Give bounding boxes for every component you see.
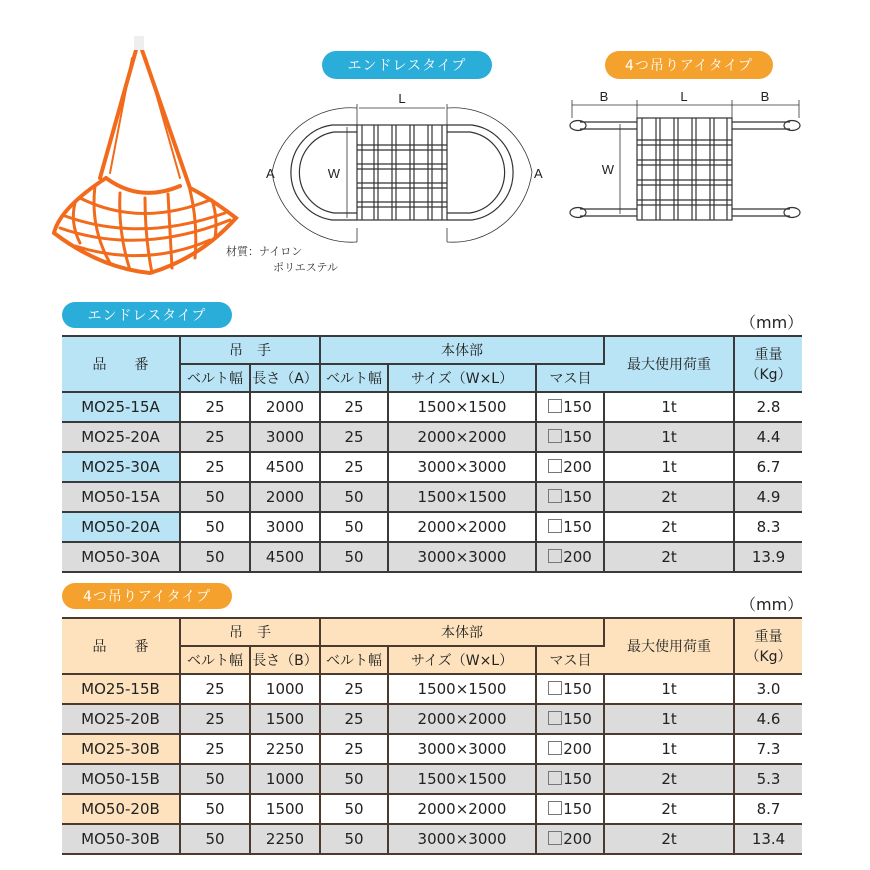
header-belt-width: ベルト幅 [180, 646, 250, 674]
header-size: サイズ（W×L） [388, 364, 536, 392]
four-eye-type-diagram [562, 88, 812, 238]
sling-length: 2250 [250, 824, 320, 854]
body-size: 3000×3000 [388, 824, 536, 854]
header-max-load: 最大使用荷重 [604, 336, 734, 392]
weight: 3.0 [734, 674, 802, 704]
model-code: MO25-30A [62, 452, 180, 482]
max-load: 1t [604, 734, 734, 764]
table-row [62, 764, 802, 794]
mesh-size: 200 [536, 734, 604, 764]
table-row [62, 674, 802, 704]
mesh-size: 150 [536, 704, 604, 734]
weight: 7.3 [734, 734, 802, 764]
header-length-a: 長さ（A） [250, 364, 320, 392]
max-load: 2t [604, 824, 734, 854]
net-sling-photo [40, 28, 250, 288]
table-row [62, 734, 802, 764]
material-note [226, 244, 338, 276]
header-code: 品 番 [62, 336, 180, 392]
square-icon [548, 399, 562, 413]
max-load: 2t [604, 512, 734, 542]
table-row [62, 422, 802, 452]
sling-belt-width: 25 [180, 452, 250, 482]
body-size: 1500×1500 [388, 392, 536, 422]
header-mesh: マス目 [536, 646, 604, 674]
model-code: MO25-30B [62, 734, 180, 764]
header-sling: 吊 手 [180, 336, 320, 364]
weight: 4.9 [734, 482, 802, 512]
square-icon [548, 681, 562, 695]
mesh-size: 200 [536, 542, 604, 572]
sling-length: 2000 [250, 482, 320, 512]
table-row [62, 482, 802, 512]
square-icon [548, 489, 562, 503]
weight: 6.7 [734, 452, 802, 482]
dim-b-left-label: B [599, 89, 609, 104]
model-code: MO50-30A [62, 542, 180, 572]
square-icon [548, 771, 562, 785]
square-icon [548, 429, 562, 443]
sling-length: 1500 [250, 704, 320, 734]
header-max-load: 最大使用荷重 [604, 618, 734, 674]
dim-b-right-label: B [760, 89, 770, 104]
mesh-size: 150 [536, 764, 604, 794]
sling-belt-width: 25 [180, 392, 250, 422]
table-row [62, 542, 802, 572]
sling-belt-width: 25 [180, 674, 250, 704]
weight: 4.4 [734, 422, 802, 452]
square-icon [548, 459, 562, 473]
model-code: MO50-20A [62, 512, 180, 542]
sling-length: 1000 [250, 764, 320, 794]
table-a-unit: （mm） [740, 313, 804, 332]
body-size: 1500×1500 [388, 674, 536, 704]
dim-w-label: W [601, 162, 614, 177]
material-line-2: ポリエステル [273, 261, 339, 274]
header-sling: 吊 手 [180, 618, 320, 646]
body-belt-width: 25 [320, 422, 388, 452]
sling-belt-width: 25 [180, 734, 250, 764]
mesh-size: 150 [536, 392, 604, 422]
four-eye-spec-table [62, 617, 802, 855]
sling-length: 4500 [250, 452, 320, 482]
header-weight: 重量 （Kg） [734, 336, 802, 392]
model-code: MO25-20A [62, 422, 180, 452]
four-eye-type-label: 4つ吊りアイタイプ [605, 51, 773, 79]
table-a-title: エンドレスタイプ [62, 302, 232, 328]
model-code: MO50-30B [62, 824, 180, 854]
max-load: 1t [604, 704, 734, 734]
table-row [62, 704, 802, 734]
header-size: サイズ（W×L） [388, 646, 536, 674]
weight: 5.3 [734, 764, 802, 794]
sling-length: 1000 [250, 674, 320, 704]
header-body-belt-width: ベルト幅 [320, 364, 388, 392]
sling-length: 3000 [250, 422, 320, 452]
weight: 8.7 [734, 794, 802, 824]
model-code: MO50-15B [62, 764, 180, 794]
body-belt-width: 25 [320, 734, 388, 764]
body-belt-width: 50 [320, 824, 388, 854]
max-load: 1t [604, 392, 734, 422]
body-belt-width: 50 [320, 482, 388, 512]
max-load: 1t [604, 674, 734, 704]
sling-length: 2000 [250, 392, 320, 422]
endless-type-label: エンドレスタイプ [322, 51, 492, 79]
body-size: 3000×3000 [388, 734, 536, 764]
square-icon [548, 549, 562, 563]
header-body-belt-width: ベルト幅 [320, 646, 388, 674]
body-size: 1500×1500 [388, 764, 536, 794]
table-row [62, 794, 802, 824]
sling-belt-width: 50 [180, 482, 250, 512]
square-icon [548, 519, 562, 533]
header-mesh: マス目 [536, 364, 604, 392]
dim-a-right-label: A [534, 166, 543, 181]
weight: 8.3 [734, 512, 802, 542]
body-size: 3000×3000 [388, 542, 536, 572]
sling-length: 1500 [250, 794, 320, 824]
body-size: 2000×2000 [388, 512, 536, 542]
mesh-size: 150 [536, 674, 604, 704]
model-code: MO50-20B [62, 794, 180, 824]
body-belt-width: 50 [320, 794, 388, 824]
table-a-body [62, 392, 802, 572]
body-belt-width: 25 [320, 674, 388, 704]
mesh-size: 150 [536, 422, 604, 452]
sling-length: 2250 [250, 734, 320, 764]
max-load: 2t [604, 542, 734, 572]
body-size: 3000×3000 [388, 452, 536, 482]
dim-w-label: W [327, 166, 340, 181]
dim-l-label: L [680, 89, 688, 104]
square-icon [548, 801, 562, 815]
square-icon [548, 831, 562, 845]
sling-belt-width: 50 [180, 542, 250, 572]
max-load: 2t [604, 794, 734, 824]
table-row [62, 392, 802, 422]
weight: 2.8 [734, 392, 802, 422]
weight: 13.4 [734, 824, 802, 854]
sling-belt-width: 50 [180, 764, 250, 794]
sling-belt-width: 50 [180, 824, 250, 854]
body-belt-width: 25 [320, 704, 388, 734]
sling-length: 3000 [250, 512, 320, 542]
material-line-1: 材質：ナイロン [226, 245, 303, 258]
body-belt-width: 50 [320, 764, 388, 794]
body-size: 2000×2000 [388, 794, 536, 824]
mesh-size: 150 [536, 794, 604, 824]
sling-belt-width: 25 [180, 704, 250, 734]
model-code: MO25-15B [62, 674, 180, 704]
max-load: 1t [604, 452, 734, 482]
table-row [62, 512, 802, 542]
max-load: 1t [604, 422, 734, 452]
weight: 4.6 [734, 704, 802, 734]
body-size: 1500×1500 [388, 482, 536, 512]
sling-belt-width: 25 [180, 422, 250, 452]
max-load: 2t [604, 482, 734, 512]
header-body: 本体部 [320, 336, 604, 364]
weight: 13.9 [734, 542, 802, 572]
mesh-size: 200 [536, 452, 604, 482]
sling-length: 4500 [250, 542, 320, 572]
table-row [62, 824, 802, 854]
mesh-size: 150 [536, 482, 604, 512]
model-code: MO25-20B [62, 704, 180, 734]
square-icon [548, 711, 562, 725]
body-size: 2000×2000 [388, 704, 536, 734]
sling-belt-width: 50 [180, 794, 250, 824]
table-row [62, 452, 802, 482]
header-weight: 重量 （Kg） [734, 618, 802, 674]
endless-type-diagram [262, 90, 562, 250]
mesh-size: 150 [536, 512, 604, 542]
sling-belt-width: 50 [180, 512, 250, 542]
dim-a-left-label: A [266, 166, 275, 181]
header-belt-width: ベルト幅 [180, 364, 250, 392]
body-belt-width: 50 [320, 512, 388, 542]
body-belt-width: 25 [320, 452, 388, 482]
model-code: MO50-15A [62, 482, 180, 512]
table-b-title: 4つ吊りアイタイプ [62, 583, 232, 609]
table-b-unit: （mm） [740, 595, 804, 614]
max-load: 2t [604, 764, 734, 794]
mesh-size: 200 [536, 824, 604, 854]
model-code: MO25-15A [62, 392, 180, 422]
endless-spec-table [62, 335, 802, 573]
body-size: 2000×2000 [388, 422, 536, 452]
table-b-body [62, 674, 802, 854]
header-code: 品 番 [62, 618, 180, 674]
square-icon [548, 741, 562, 755]
body-belt-width: 25 [320, 392, 388, 422]
header-length-b: 長さ（B） [250, 646, 320, 674]
header-body: 本体部 [320, 618, 604, 646]
dim-l-label: L [398, 91, 406, 106]
body-belt-width: 50 [320, 542, 388, 572]
